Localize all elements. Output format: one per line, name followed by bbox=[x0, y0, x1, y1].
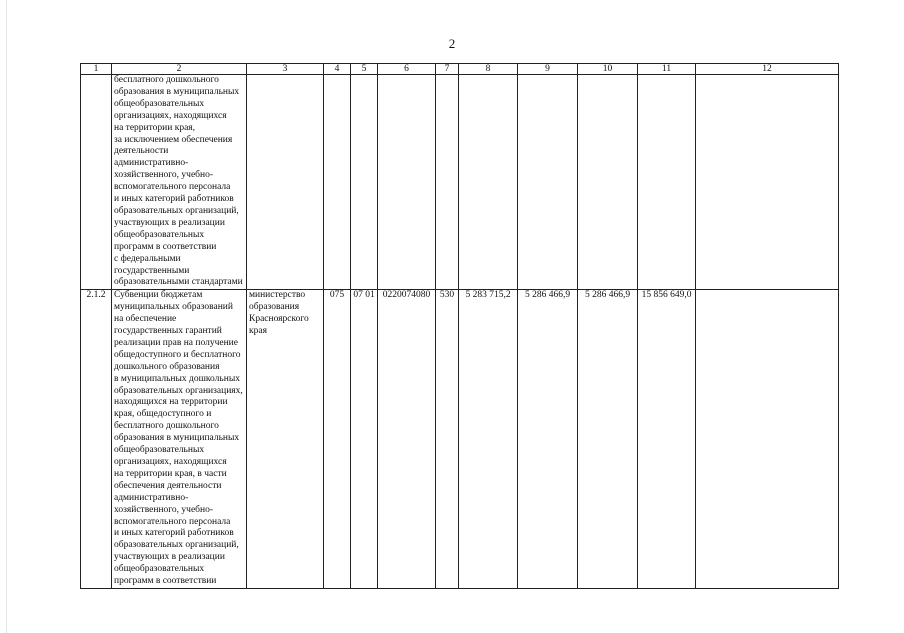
amount-cell: 5 283 715,2 bbox=[459, 290, 518, 589]
column-header: 10 bbox=[578, 64, 638, 75]
note-cell bbox=[696, 290, 839, 589]
section-cell: 07 01 bbox=[351, 290, 378, 589]
expense-type-cell: 530 bbox=[436, 290, 459, 589]
amount-cell bbox=[518, 75, 578, 290]
column-header: 9 bbox=[518, 64, 578, 75]
column-header: 1 bbox=[81, 64, 112, 75]
column-number-row bbox=[81, 64, 839, 75]
code-cell bbox=[324, 75, 351, 290]
amount-cell: 5 286 466,9 bbox=[578, 290, 638, 589]
description-cell: Субвенции бюджетам муниципальных образований на обеспечение государственных гарантий реализации прав на получение общедоступного и бесплатного дошкольного образования в муниципальных дошкольных образовательных организациях, находящихся на территории края, общедоступного и бесплатного дошкольного образования в муниципальных общеобразовательных организациях, находящихся на территории края, в части обеспечения деятельности административно- хозяйственного, учебно- вспомогательного персонала и иных категорий работников образовательных организаций, участвующих в реализации общеобразовательных программ в соответствии bbox=[112, 290, 247, 589]
page-number: 2 bbox=[448, 36, 456, 51]
column-header: 2 bbox=[112, 64, 247, 75]
total-cell bbox=[638, 75, 696, 290]
column-header: 6 bbox=[378, 64, 436, 75]
column-header: 11 bbox=[638, 64, 696, 75]
note-cell bbox=[696, 75, 839, 290]
description-cell: бесплатного дошкольного образования в муниципальных общеобразовательных организациях, находящихся на территории края, за исключением обеспечения деятельности административно- хозяйственного, учебно- вспомогательного персонала и иных категорий работников образовательных организаций, участвующих в реализации общеобразовательных программ в соответствии с федеральными государственными образовательными стандартами bbox=[112, 75, 247, 290]
section-cell bbox=[351, 75, 378, 290]
column-header: 12 bbox=[696, 64, 839, 75]
code-cell: 075 bbox=[324, 290, 351, 589]
column-header: 3 bbox=[247, 64, 324, 75]
column-header: 8 bbox=[459, 64, 518, 75]
amount-cell: 5 286 466,9 bbox=[518, 290, 578, 589]
column-header: 7 bbox=[436, 64, 459, 75]
table-row bbox=[81, 75, 839, 290]
amount-cell bbox=[459, 75, 518, 290]
target-article-cell bbox=[378, 75, 436, 290]
target-article-cell: 0220074080 bbox=[378, 290, 436, 589]
row-number-cell: 2.1.2 bbox=[81, 290, 112, 589]
ministry-cell bbox=[247, 75, 324, 290]
expense-type-cell bbox=[436, 75, 459, 290]
total-cell: 15 856 649,0 bbox=[638, 290, 696, 589]
row-number-cell bbox=[81, 75, 112, 290]
budget-table bbox=[80, 63, 839, 589]
ministry-cell: министерство образования Красноярского края bbox=[247, 290, 324, 589]
column-header: 4 bbox=[324, 64, 351, 75]
column-header: 5 bbox=[351, 64, 378, 75]
amount-cell bbox=[578, 75, 638, 290]
scan-edge-line bbox=[6, 0, 7, 633]
table-row bbox=[81, 290, 839, 589]
